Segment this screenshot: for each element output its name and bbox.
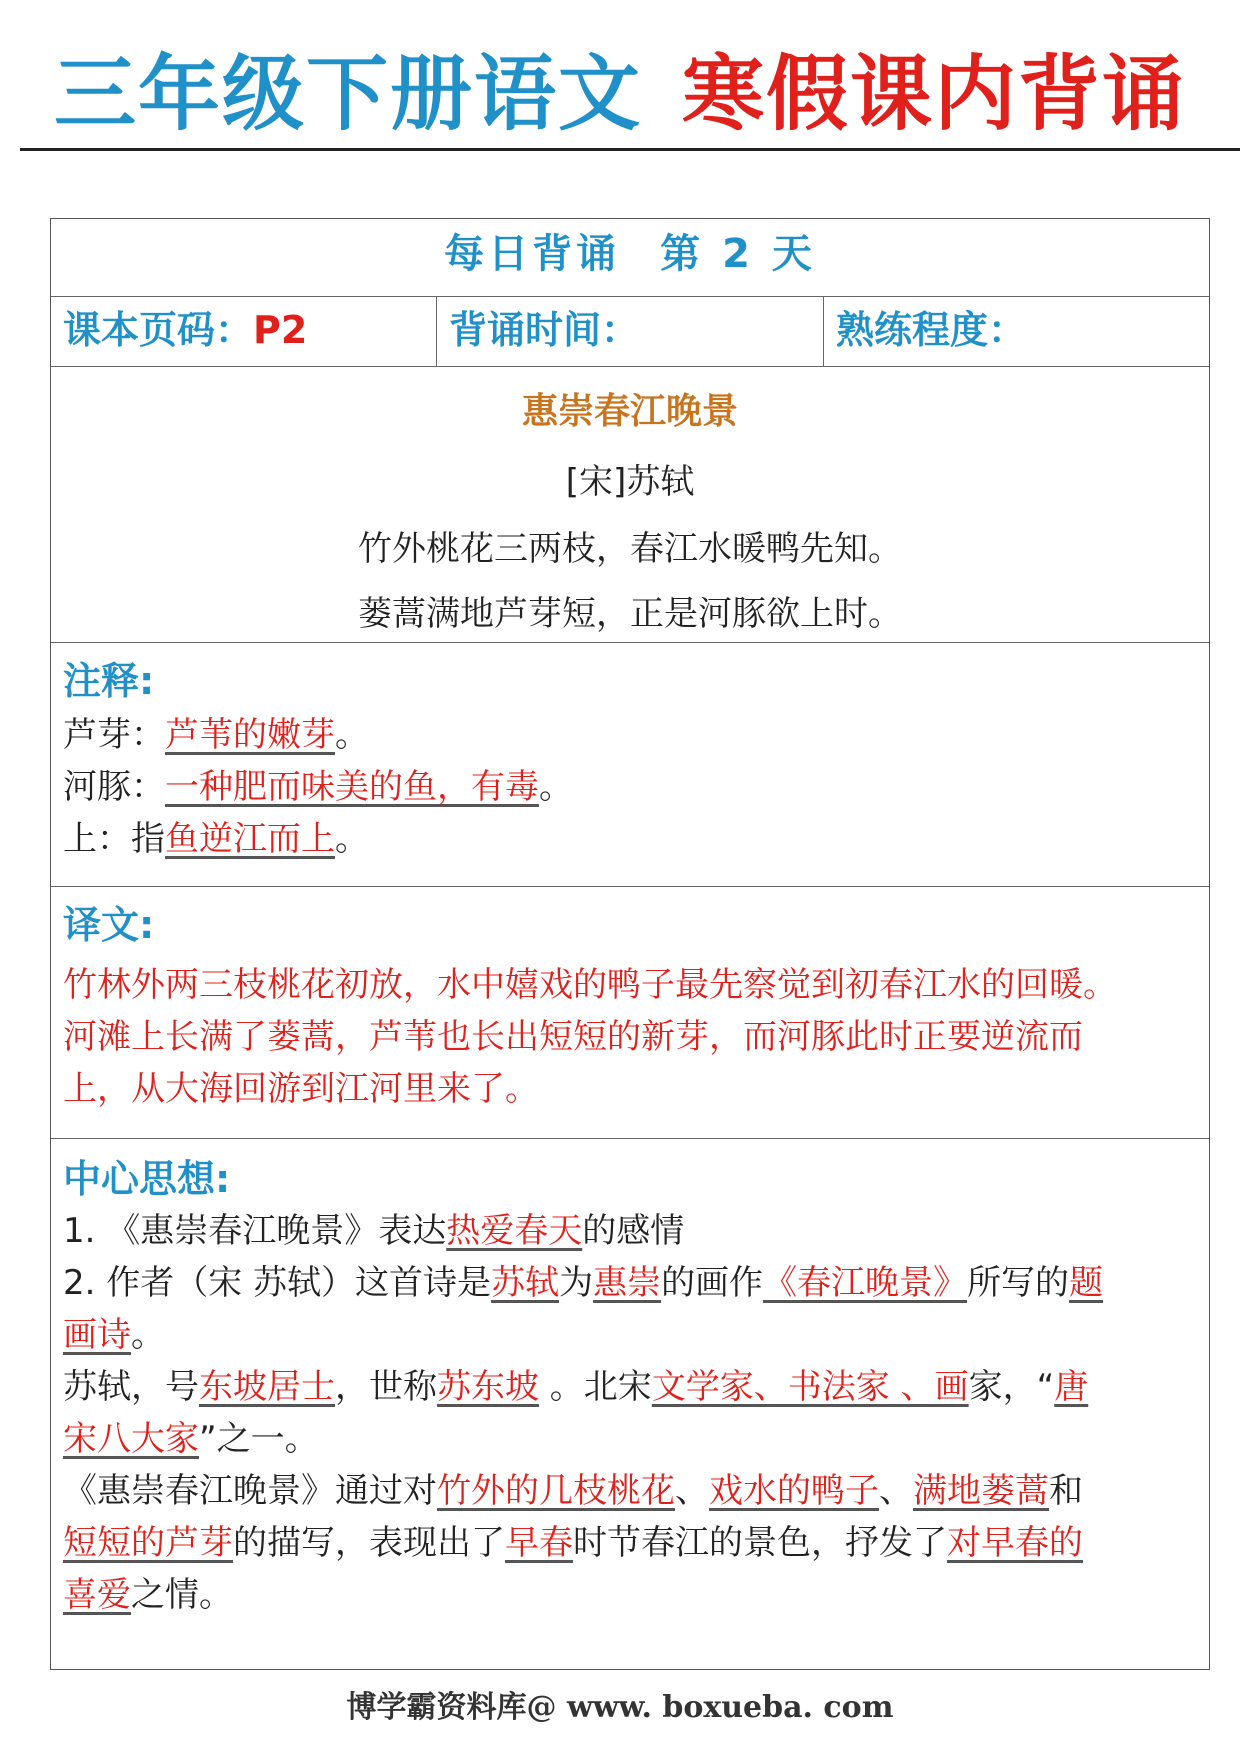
idea-text: 的感情 xyxy=(582,1211,685,1251)
translation-line: 河滩上长满了蒌蒿，芦苇也长出短短的新芽，而河豚此时正要逆流而 xyxy=(63,1017,1083,1057)
idea-paragraph-4 xyxy=(63,1463,1201,1519)
idea-keyword: 《春江晚景》 xyxy=(763,1263,968,1303)
recitation-card xyxy=(50,218,1210,1670)
note-definition: 鱼逆江而上 xyxy=(165,819,335,859)
footer-watermark: 博学霸资料库@ www. boxueba. com xyxy=(346,1690,894,1725)
idea-keyword: 东坡居士 xyxy=(199,1367,335,1407)
day-row xyxy=(51,219,1209,297)
idea-text: 1. 《惠崇春江晚景》表达 xyxy=(63,1211,447,1251)
day-number: 第 2 天 xyxy=(660,231,816,277)
poem-line: 蒌蒿满地芦芽短，正是河豚欲上时。 xyxy=(358,594,902,634)
header-divider xyxy=(20,148,1240,151)
idea-keyword: 对早春的 xyxy=(947,1523,1083,1563)
note-term: 上：指 xyxy=(63,819,165,859)
notes-heading: 注释: xyxy=(63,659,155,703)
idea-keyword: 热爱春天 xyxy=(446,1211,583,1251)
page-cell xyxy=(51,297,437,367)
idea-text: 为 xyxy=(559,1263,594,1303)
idea-text: ，世称 xyxy=(335,1367,437,1407)
translation-section xyxy=(51,887,1209,1139)
idea-keyword: 题 xyxy=(1069,1263,1104,1303)
note-end: 。 xyxy=(539,767,573,807)
idea-text: 。 xyxy=(131,1315,165,1355)
idea-keyword: 早春 xyxy=(505,1523,573,1563)
idea-text: 时节春江的景色，抒发了 xyxy=(573,1523,947,1563)
idea-keyword: 画诗 xyxy=(63,1315,131,1355)
idea-keyword: 宋八大家 xyxy=(63,1419,199,1459)
note-item xyxy=(63,707,1201,763)
page-value: P2 xyxy=(253,308,308,352)
header-title-blue: 三年级下册语文 xyxy=(53,47,642,142)
note-item xyxy=(63,811,1201,867)
idea-paragraph-3-cont xyxy=(63,1411,1201,1467)
idea-keyword: 喜爱 xyxy=(63,1575,131,1615)
idea-keyword: 短短的芦芽 xyxy=(63,1523,233,1563)
central-idea-heading: 中心思想: xyxy=(63,1157,231,1201)
note-item xyxy=(63,759,1201,815)
idea-text: 和 xyxy=(1049,1471,1083,1511)
time-label: 背诵时间： xyxy=(449,308,640,352)
idea-keyword: 文学家、书法家 、画 xyxy=(651,1367,969,1407)
idea-text: 《惠崇春江晚景》通过对 xyxy=(63,1471,437,1511)
idea-paragraph-2 xyxy=(63,1255,1201,1311)
poem-author: [宋]苏轼 xyxy=(565,462,695,502)
level-label: 熟练程度： xyxy=(836,308,1027,352)
note-end: 。 xyxy=(335,819,369,859)
idea-paragraph-4-cont xyxy=(63,1515,1201,1571)
idea-keyword: 惠崇 xyxy=(593,1263,662,1303)
idea-text: 、 xyxy=(879,1471,913,1511)
idea-text: ”之一。 xyxy=(199,1419,319,1459)
idea-text: 苏轼，号 xyxy=(63,1367,199,1407)
idea-text: 、 xyxy=(675,1471,709,1511)
idea-text: 的画作 xyxy=(661,1263,764,1303)
header-title-red: 寒假课内背诵 xyxy=(682,47,1187,142)
central-idea-section xyxy=(51,1139,1209,1671)
idea-keyword: 戏水的鸭子 xyxy=(709,1471,879,1511)
idea-text: 所写的 xyxy=(967,1263,1070,1303)
time-cell xyxy=(437,297,824,367)
poem-title: 惠崇春江晚景 xyxy=(521,391,738,432)
idea-paragraph-2-cont xyxy=(63,1307,1201,1363)
page-header xyxy=(0,40,1240,150)
idea-text: 的描写，表现出了 xyxy=(233,1523,505,1563)
translation-heading: 译文: xyxy=(63,903,155,947)
idea-text: 2. 作者（宋 苏轼）这首诗是 xyxy=(63,1263,492,1303)
idea-paragraph-3 xyxy=(63,1359,1201,1415)
idea-paragraph-4-end xyxy=(63,1567,1201,1623)
note-term: 芦芽： xyxy=(63,715,165,755)
notes-section xyxy=(51,643,1209,887)
page-label: 课本页码： xyxy=(63,308,254,352)
poem-section xyxy=(51,367,1209,643)
idea-text: 家，“ xyxy=(968,1367,1055,1407)
note-term: 河豚： xyxy=(63,767,165,807)
poem-line: 竹外桃花三两枝，春江水暖鸭先知。 xyxy=(358,529,902,569)
idea-text: 之情。 xyxy=(131,1575,233,1615)
level-cell xyxy=(824,297,1211,367)
idea-keyword: 苏轼 xyxy=(491,1263,560,1303)
idea-keyword: 苏东坡 xyxy=(437,1367,539,1407)
translation-line: 上，从大海回游到江河里来了。 xyxy=(63,1069,539,1109)
meta-row xyxy=(51,297,1209,367)
translation-line: 竹林外两三枝桃花初放，水中嬉戏的鸭子最先察觉到初春江水的回暖。 xyxy=(63,965,1117,1005)
idea-paragraph-1 xyxy=(63,1203,1201,1259)
note-definition: 一种肥而味美的鱼，有毒 xyxy=(165,767,539,807)
day-title xyxy=(51,219,1209,289)
idea-text: 。北宋 xyxy=(539,1367,652,1407)
idea-keyword: 满地蒌蒿 xyxy=(913,1471,1049,1511)
idea-keyword: 竹外的几枝桃花 xyxy=(437,1471,675,1511)
idea-keyword: 唐 xyxy=(1054,1367,1089,1407)
note-definition: 芦苇的嫩芽 xyxy=(165,715,335,755)
note-end: 。 xyxy=(335,715,369,755)
day-label: 每日背诵 xyxy=(444,231,621,277)
